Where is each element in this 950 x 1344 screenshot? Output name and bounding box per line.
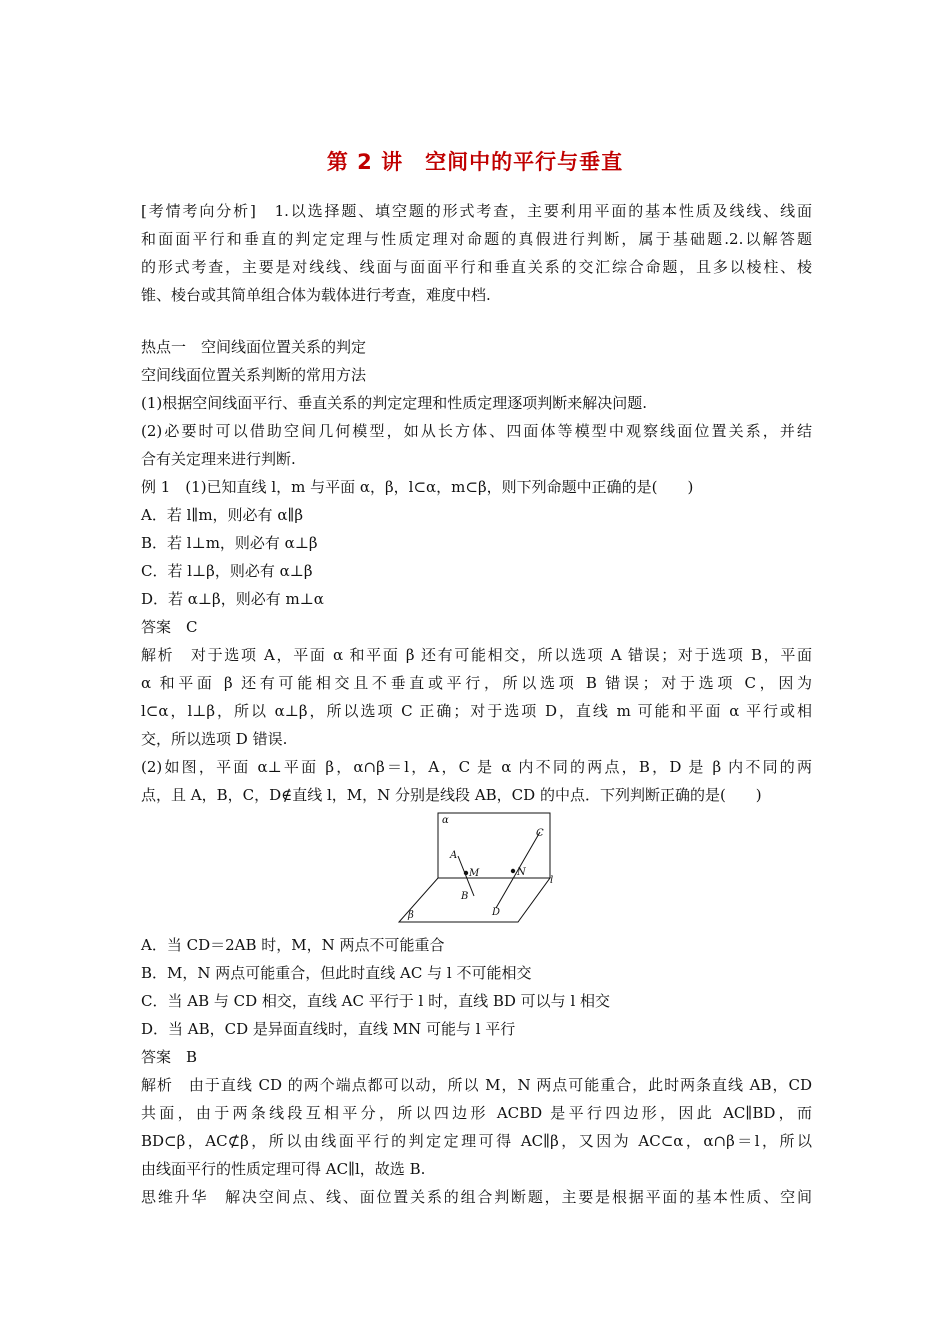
analysis-line: 解析 对于选项 A，平面 α 和平面 β 还有可能相交，所以选项 A 错误；对于选项 B，平面 xyxy=(141,646,812,664)
intro-line: 的形式考查，主要是对线线、线面与面面平行和垂直关系的交汇综合命题，且多以棱柱、棱 xyxy=(141,258,812,276)
label-a: A xyxy=(450,850,458,861)
option-a: A．若 l∥m，则必有 α∥β xyxy=(141,506,304,524)
analysis-line: 共面，由于两条线段互相平分，所以四边形 ACBD 是平行四边形，因此 AC∥BD，而 xyxy=(141,1104,812,1122)
summary-line: 思维升华 解决空间点、线、面位置关系的组合判断题，主要是根据平面的基本性质、空间 xyxy=(141,1188,812,1206)
intro-line: 锥、棱台或其简单组合体为载体进行考查，难度中档. xyxy=(141,286,491,304)
body-line: (1)根据空间线面平行、垂直关系的判定定理和性质定理逐项判断来解决问题. xyxy=(141,394,648,412)
section-heading: 热点一 空间线面位置关系的判定 xyxy=(141,338,367,356)
analysis-line: BD⊂β，AC⊄β，所以由线面平行的判定定理可得 AC∥β，又因为 AC⊂α，α∩β＝l，所以 xyxy=(141,1132,812,1150)
analysis-line: 由线面平行的性质定理可得 AC∥l，故选 B. xyxy=(141,1160,426,1178)
point-m xyxy=(464,871,468,875)
body-line: 空间线面位置关系判断的常用方法 xyxy=(141,366,367,384)
example-question: 点，且 A，B，C，D∉直线 l，M，N 分别是线段 AB，CD 的中点．下列判断正确的是( ) xyxy=(141,786,762,804)
analysis-line: 交，所以选项 D 错误. xyxy=(141,730,288,748)
example-question: 例 1 (1)已知直线 l，m 与平面 α，β，l⊂α，m⊂β，则下列命题中正确的是( ) xyxy=(141,478,694,496)
plane-beta xyxy=(399,878,550,922)
option-c: C．当 AB 与 CD 相交，直线 AC 平行于 l 时，直线 BD 可以与 l 相交 xyxy=(141,992,611,1010)
label-l: l xyxy=(550,875,554,886)
option-d: D．当 AB，CD 是异面直线时，直线 MN 可能与 l 平行 xyxy=(141,1020,516,1038)
label-n: N xyxy=(517,867,526,878)
analysis-line: l⊂α，l⊥β，所以 α⊥β，所以选项 C 正确；对于选项 D，直线 m 可能和平面 α 平行或相 xyxy=(141,702,812,720)
page-title: 第 2 讲 空间中的平行与垂直 xyxy=(326,150,624,174)
intro-line: 和面面平行和垂直的判定定理与性质定理对命题的真假进行判断，属于基础题.2.以解答题 xyxy=(141,230,812,248)
label-alpha: α xyxy=(442,815,449,826)
label-beta: β xyxy=(408,910,414,921)
option-a: A．当 CD＝2AB 时，M，N 两点不可能重合 xyxy=(141,936,445,954)
option-c: C．若 l⊥β，则必有 α⊥β xyxy=(141,562,313,580)
analysis-line: 解析 由于直线 CD 的两个端点都可以动，所以 M，N 两点可能重合，此时两条直线 AB，CD xyxy=(141,1076,812,1094)
label-b: B xyxy=(461,891,469,902)
body-line: (2)必要时可以借助空间几何模型，如从长方体、四面体等模型中观察线面位置关系，并结 xyxy=(141,422,812,440)
answer-line: 答案 B xyxy=(141,1048,198,1066)
intro-line: [考情考向分析] 1.以选择题、填空题的形式考查，主要利用平面的基本性质及线线、线面 xyxy=(141,202,812,220)
body-line: 合有关定理来进行判断. xyxy=(141,450,296,468)
option-b: B．M，N 两点可能重合，但此时直线 AC 与 l 不可能相交 xyxy=(141,964,532,982)
label-m: M xyxy=(469,868,480,879)
analysis-line: α 和平面 β 还有可能相交且不垂直或平行，所以选项 B 错误；对于选项 C，因为 xyxy=(141,674,812,692)
example-question: (2)如图，平面 α⊥平面 β，α∩β＝l，A，C 是 α 内不同的两点，B，D 是 β 内不同的两 xyxy=(141,758,812,776)
point-n xyxy=(511,869,515,873)
label-d: D xyxy=(492,907,501,918)
label-c: C xyxy=(536,828,544,839)
plane-alpha xyxy=(438,813,550,878)
answer-line: 答案 C xyxy=(141,618,198,636)
geometry-figure xyxy=(394,810,554,926)
option-d: D．若 α⊥β，则必有 m⊥α xyxy=(141,590,324,608)
option-b: B．若 l⊥m，则必有 α⊥β xyxy=(141,534,318,552)
